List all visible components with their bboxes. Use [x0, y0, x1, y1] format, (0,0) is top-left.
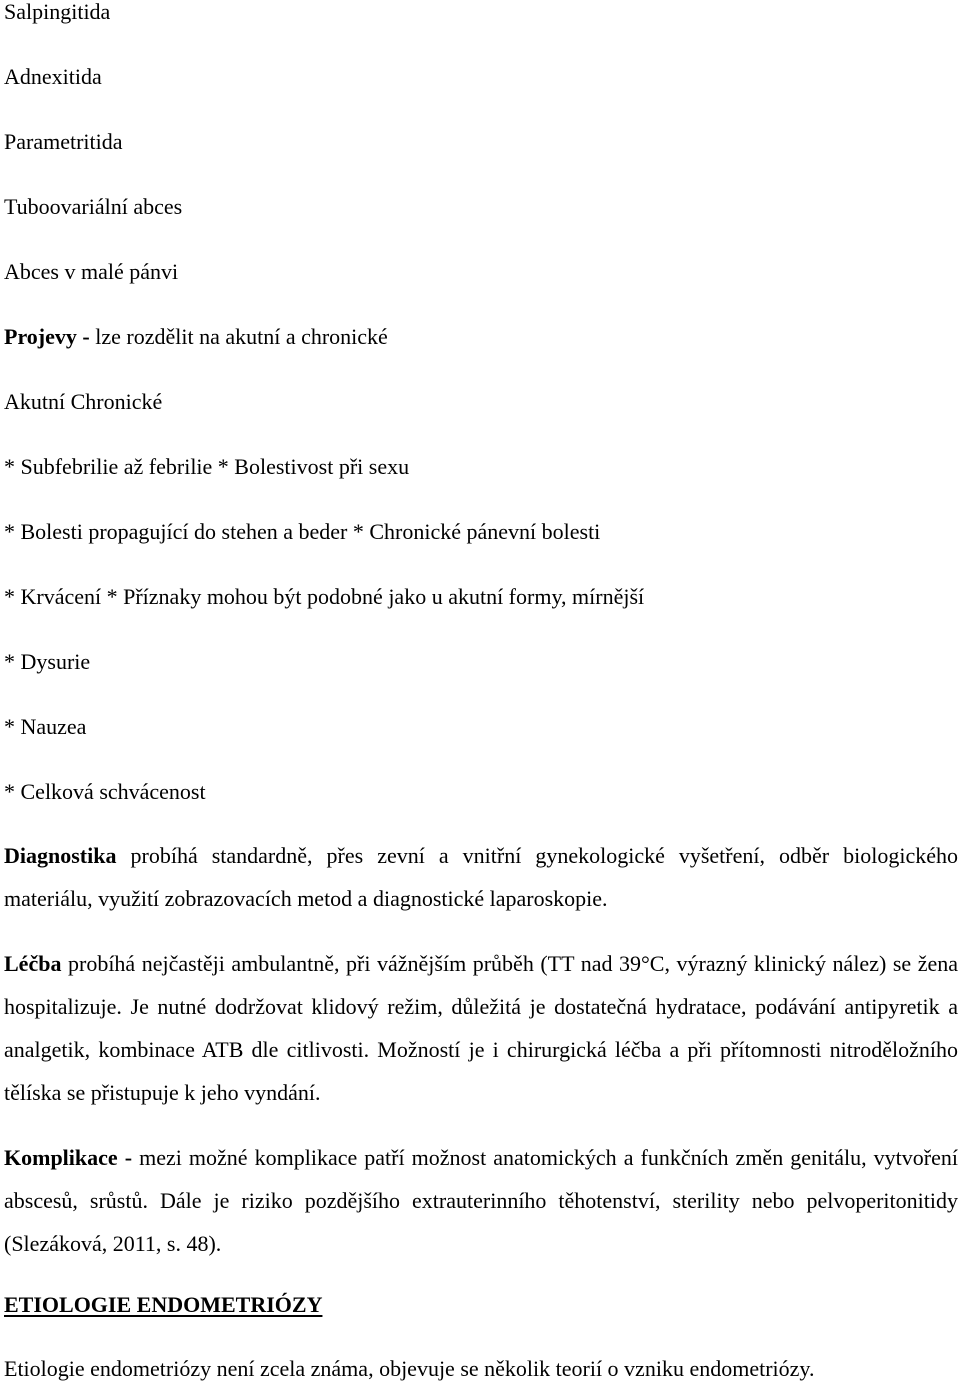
lecba-text: probíhá nejčastěji ambulantně, při vážnějším průběh (TT nad 39°C, výrazný klinický nález) se žena hospitalizuje. Je nutné dodržovat klidový režim, důležitá je dostatečná hydratace, podávání antipyretik a analgetik, kombinace ATB dle citlivosti. Možností je i chirurgická léčba a při přítomnosti nitroděložního tělíska se přistupuje k jeho vyndání.: [4, 951, 958, 1105]
list-item-parametritida: Parametritida: [4, 129, 123, 154]
list-item-adnexitida: Adnexitida: [4, 64, 102, 89]
diagnostika-paragraph: [4, 834, 958, 920]
list-item-tuboovarialni-abces: Tuboovariální abces: [4, 194, 183, 219]
document-page: [4, 0, 958, 1381]
projevy-label: Projevy -: [4, 324, 90, 349]
symptom-line: * Subfebrilie až febrilie * Bolestivost při sexu: [4, 454, 410, 479]
section-heading: ETIOLOGIE ENDOMETRIÓZY: [4, 1292, 323, 1317]
komplikace-text: mezi možné komplikace patří možnost anatomických a funkčních změn genitálu, vytvoření abscesů, srůstů. Dále je riziko pozdějšího extrauterinního těhotenství, sterility nebo pelvoperitonitidy (Slezáková, 2011, s. 48).: [4, 1145, 958, 1256]
komplikace-paragraph: [4, 1136, 958, 1265]
symptoms-header: Akutní Chronické: [4, 389, 163, 414]
diagnostika-label: Diagnostika: [4, 843, 117, 868]
lecba-label: Léčba: [4, 951, 62, 976]
diagnostika-text: probíhá standardně, přes zevní a vnitřní gynekologické vyšetření, odběr biologického materiálu, využití zobrazovacích metod a diagnostické laparoskopie.: [4, 843, 958, 911]
final-paragraph: Etiologie endometriózy není zcela známa, objevuje se několik teorií o vzniku endometriózy.: [4, 1356, 815, 1381]
komplikace-label: Komplikace -: [4, 1145, 133, 1170]
symptom-line: * Nauzea: [4, 714, 87, 739]
lecba-paragraph: [4, 942, 958, 1114]
list-item-salpingitida: Salpingitida: [4, 0, 111, 24]
projevy-line: [4, 325, 958, 349]
symptom-line: * Krvácení * Příznaky mohou být podobné jako u akutní formy, mírnější: [4, 584, 645, 609]
symptom-line: * Celková schvácenost: [4, 779, 206, 804]
projevy-text: lze rozdělit na akutní a chronické: [89, 324, 388, 349]
symptom-line: * Bolesti propagující do stehen a beder * Chronické pánevní bolesti: [4, 519, 601, 544]
list-item-abces-male-panvi: Abces v malé pánvi: [4, 259, 179, 284]
symptom-line: * Dysurie: [4, 649, 91, 674]
